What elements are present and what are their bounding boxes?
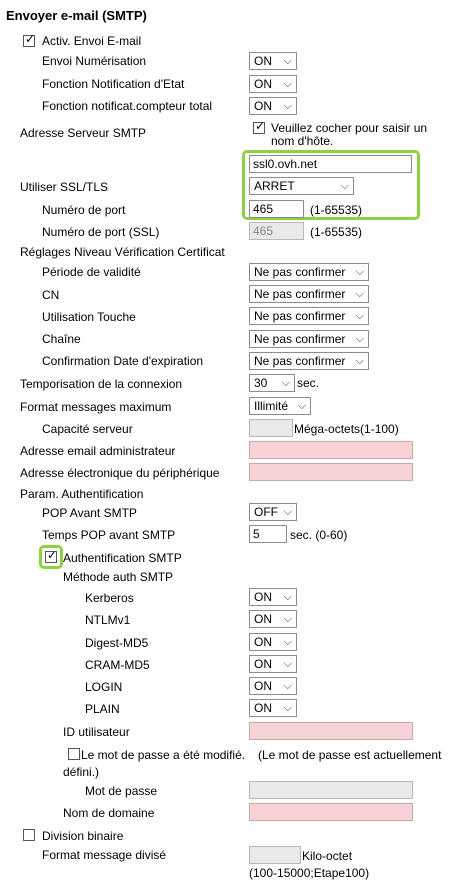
check-icon: ✓ [255,119,266,133]
password-input[interactable] [249,781,413,799]
chevron-down-icon: ⌵ [283,506,292,518]
password-changed-checkbox[interactable] [68,748,80,760]
scan-send-select[interactable]: ON ⌵ [249,52,297,70]
method-digest-label: Digest-MD5 [85,636,149,650]
split-size-range: (100-15000;Etape100) [249,866,370,880]
chevron-down-icon: ⌵ [340,180,349,192]
cert-cn-select[interactable]: Ne pas confirmer ⌵ [249,285,369,303]
pop-before-smtp-label: POP Avant SMTP [42,506,137,520]
admin-email-input[interactable] [249,441,413,459]
pop-time-label: Temps POP avant SMTP [42,528,176,542]
chevron-down-icon: ⌵ [283,100,292,112]
cert-key-usage-select[interactable]: Ne pas confirmer ⌵ [249,307,369,325]
chevron-down-icon: ⌵ [283,591,292,603]
cert-chain-select[interactable]: Ne pas confirmer ⌵ [249,330,369,348]
server-capacity-unit: Méga-octets(1-100) [294,422,399,436]
chevron-down-icon: ⌵ [355,355,364,367]
scan-send-label: Envoi Numérisation [42,54,147,68]
check-icon: ✓ [47,548,58,562]
server-capacity-label: Capacité serveur [42,422,133,436]
chevron-down-icon: ⌵ [283,613,292,625]
auth-section-label: Param. Authentification [20,487,144,501]
max-size-label: Format messages maximum [20,400,172,414]
user-id-input[interactable] [249,722,413,740]
port-ssl-label: Numéro de port (SSL) [42,225,160,239]
split-size-unit: Kilo-octet [302,849,353,863]
split-size-label: Format message divisé [42,848,167,862]
timeout-select[interactable]: 30 ⌵ [249,374,295,392]
enable-email-checkbox[interactable] [23,32,36,47]
cert-expiry-label: Confirmation Date d'expiration [42,354,204,368]
device-email-input[interactable] [249,463,413,481]
admin-email-label: Adresse email administrateur [20,444,176,458]
enable-email-label: Activ. Envoi E-mail [42,34,142,48]
password-changed-label: Le mot de passe a été modifié. [81,748,246,762]
cert-chain-label: Chaîne [42,332,81,346]
chevron-down-icon: ⌵ [283,78,292,90]
method-ntlmv1-label: NTLMv1 [85,613,131,627]
split-label: Division binaire [42,829,124,843]
chevron-down-icon: ⌵ [297,400,306,412]
split-checkbox[interactable] [23,829,35,841]
page-title: Envoyer e-mail (SMTP) [6,8,147,23]
password-changed-note: (Le mot de passe est actuellement [258,748,442,762]
server-capacity-input[interactable] [249,419,293,437]
user-id-label: ID utilisateur [63,725,130,739]
cert-key-usage-label: Utilisation Touche [42,310,136,324]
chevron-down-icon: ⌵ [283,658,292,670]
smtp-auth-method-label: Méthode auth SMTP [63,570,174,584]
smtp-auth-checkbox[interactable] [45,548,58,563]
chevron-down-icon: ⌵ [283,680,292,692]
method-cram-label: CRAM-MD5 [85,658,150,672]
timeout-unit: sec. [297,376,320,390]
method-login-label: LOGIN [85,680,123,694]
domain-input[interactable] [249,803,413,821]
status-notify-select[interactable]: ON ⌵ [249,75,297,93]
cert-validity-label: Période de validité [42,265,141,279]
pop-time-input[interactable]: 5 [249,525,287,543]
cert-expiry-select[interactable]: Ne pas confirmer ⌵ [249,352,369,370]
chevron-down-icon: ⌵ [281,377,290,389]
status-notify-label: Fonction Notification d'Etat [42,77,185,91]
method-cram-select[interactable]: ON ⌵ [249,655,297,673]
port-ssl-input: 465 [249,222,304,240]
ssl-tls-label: Utiliser SSL/TLS [20,180,109,194]
method-ntlmv1-select[interactable]: ON ⌵ [249,610,297,628]
chevron-down-icon: ⌵ [283,636,292,648]
method-plain-select[interactable]: ON ⌵ [249,699,297,717]
chevron-down-icon: ⌵ [355,333,364,345]
password-label: Mot de passe [85,784,158,798]
hostname-checkbox[interactable] [253,119,266,134]
port-input[interactable]: 465 [249,200,304,218]
method-kerberos-select[interactable]: ON ⌵ [249,588,297,606]
chevron-down-icon: ⌵ [355,288,364,300]
pop-time-unit: sec. (0-60) [290,528,348,542]
smtp-server-input[interactable]: ssl0.ovh.net [249,155,412,173]
ssl-tls-select[interactable]: ARRET ⌵ [249,177,354,195]
smtp-server-label: Adresse Serveur SMTP [20,126,147,140]
check-icon: ✓ [25,32,36,46]
chevron-down-icon: ⌵ [283,702,292,714]
counter-notify-label: Fonction notificat.compteur total [42,99,213,113]
domain-label: Nom de domaine [63,806,155,820]
method-kerberos-label: Kerberos [85,591,134,605]
hostname-checkbox-label: Veuillez cocher pour saisir un nom d'hôte. [271,121,428,148]
timeout-label: Temporisation de la connexion [20,377,183,391]
chevron-down-icon: ⌵ [283,55,292,67]
smtp-auth-label: Authentification SMTP [63,551,182,565]
split-size-input[interactable] [249,846,301,864]
password-changed-note-2: défini.) [63,765,100,779]
device-email-label: Adresse électronique du périphérique [20,466,220,480]
method-plain-label: PLAIN [85,702,120,716]
port-label: Numéro de port [42,203,126,217]
method-login-select[interactable]: ON ⌵ [249,677,297,695]
chevron-down-icon: ⌵ [355,310,364,322]
chevron-down-icon: ⌵ [355,266,364,278]
cert-cn-label: CN [42,288,60,302]
pop-before-smtp-select[interactable]: OFF ⌵ [249,503,297,521]
counter-notify-select[interactable]: ON ⌵ [249,97,297,115]
port-range: (1-65535) [310,203,363,217]
cert-section-label: Réglages Niveau Vérification Certificat [20,245,225,259]
port-ssl-range: (1-65535) [310,225,363,239]
max-size-select[interactable]: Illimité ⌵ [249,397,311,415]
cert-validity-select[interactable]: Ne pas confirmer ⌵ [249,263,369,281]
method-digest-select[interactable]: ON ⌵ [249,633,297,651]
